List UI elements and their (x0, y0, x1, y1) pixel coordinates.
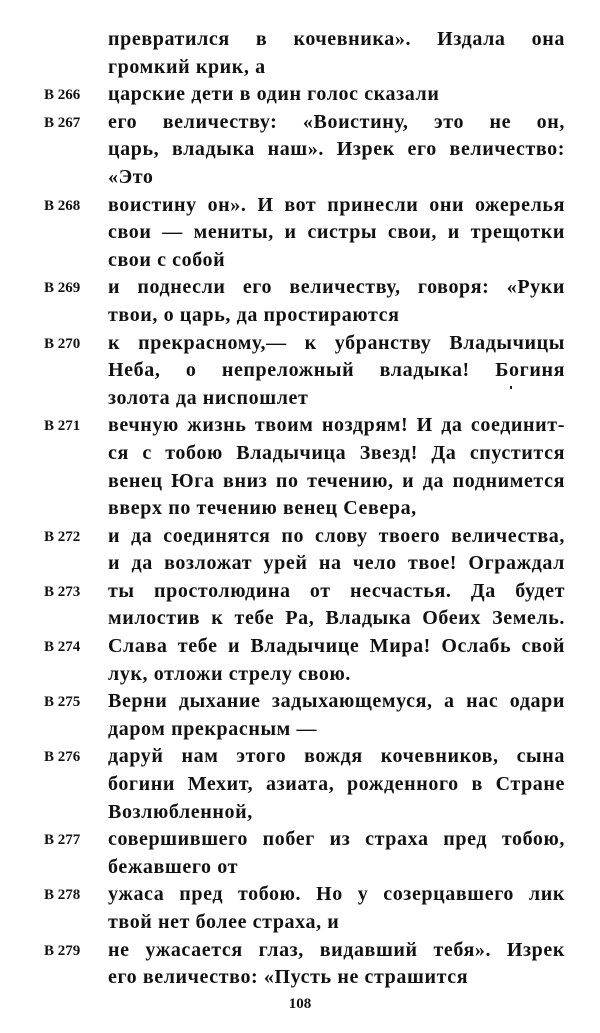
text-line (0, 192, 600, 220)
text-line (0, 54, 600, 82)
line-text: даруй нам этого вождя кочевников, сына (108, 745, 565, 768)
line-number: B 267 (44, 114, 81, 131)
line-text: царь, владыка наш». Изрек его величество: (108, 138, 565, 161)
line-text: Неба, о непреложный владыка! Богиня (108, 359, 565, 382)
line-text: «Это (108, 165, 154, 188)
text-line (0, 330, 600, 358)
line-text: Слава тебе и Владычице Мира! Ослабь свой (108, 635, 565, 658)
line-text: и поднесли его величеству, говоря: «Руки (108, 276, 565, 299)
text-line (0, 26, 600, 54)
text-line (0, 909, 600, 937)
text-line (0, 302, 600, 330)
line-text: не ужасается глаз, видавший тебя». Изрек (108, 938, 565, 961)
line-text: и да возложат урей на чело твое! Ограждал (108, 552, 565, 575)
line-text: воистину он». И вот принесли они ожерелья (108, 193, 565, 216)
line-number: B 272 (44, 528, 81, 545)
page-number: 108 (288, 996, 312, 1012)
line-text: лук, отложи стрелу свою. (108, 662, 351, 685)
text-line (0, 964, 600, 992)
text-line (0, 81, 600, 109)
line-number: B 271 (44, 418, 81, 435)
line-number: B 278 (44, 887, 81, 904)
line-text: милостив к тебе Ра, Владыка Обеих Земель. (108, 607, 565, 630)
line-text: свои с собой (108, 248, 226, 271)
text-line (0, 743, 600, 771)
text-line (0, 274, 600, 302)
text-line (0, 633, 600, 661)
print-speck (510, 386, 512, 389)
line-text: вверх по течению венец Севера, (108, 497, 417, 520)
line-text: бежавшего от (108, 855, 239, 878)
line-number: B 276 (44, 749, 81, 766)
text-line (0, 688, 600, 716)
text-line (0, 440, 600, 468)
text-line (0, 412, 600, 440)
line-number: B 275 (44, 694, 81, 711)
text-line (0, 854, 600, 882)
line-text: богини Мехит, азиата, рожденного в Стране (108, 773, 565, 796)
text-line (0, 661, 600, 689)
line-text: золота да ниспошлет (108, 386, 309, 409)
text-line (0, 164, 600, 192)
text-line (0, 799, 600, 827)
text-line (0, 136, 600, 164)
line-number: B 273 (44, 583, 81, 600)
line-text: венец Юга вниз по течению, и да поднимется (108, 469, 565, 492)
text-line (0, 219, 600, 247)
line-number: B 279 (44, 942, 81, 959)
line-text: и да соединятся по слову твоего величества, (108, 524, 565, 547)
line-text: твой нет более страха, и (108, 911, 340, 933)
line-text: свои — мениты, и систры свои, и трещотки (108, 221, 565, 244)
text-line (0, 578, 600, 606)
text-line (0, 771, 600, 799)
text-line (0, 826, 600, 854)
line-number: B 274 (44, 639, 81, 656)
line-text: ты простолюдина от несчастья. Да будет (108, 579, 565, 602)
text-lines (0, 26, 600, 992)
line-text: ся с тобою Владычица Звезд! Да спустится (108, 441, 565, 464)
line-text: громкий крик, а (108, 55, 266, 78)
text-line (0, 716, 600, 744)
text-line (0, 937, 600, 965)
line-text: его величеству: «Воистину, это не он, (108, 110, 565, 133)
text-line (0, 550, 600, 578)
line-text: к прекрасному,— к убранству Владычицы (108, 331, 565, 354)
text-line (0, 605, 600, 633)
line-number: B 268 (44, 197, 81, 214)
text-line (0, 523, 600, 551)
text-line (0, 881, 600, 909)
line-text: его величество: «Пусть не страшится (108, 966, 469, 989)
line-text: совершившего побег из страха пред тобою, (108, 828, 565, 851)
line-number: B 269 (44, 280, 81, 297)
line-text: Возлюбленной, (108, 800, 253, 823)
text-line (0, 468, 600, 496)
text-line (0, 357, 600, 385)
text-line (0, 247, 600, 275)
line-text: даром прекрасным — (108, 717, 318, 740)
line-text: Верни дыхание задыхающемуся, а нас одари (108, 690, 565, 713)
line-number: B 266 (44, 87, 81, 104)
line-number: B 270 (44, 335, 81, 352)
line-text: царские дети в один голос сказали (108, 83, 440, 106)
line-number: B 277 (44, 832, 81, 849)
line-text: превратился в кочевника». Издала она (108, 28, 565, 50)
text-line (0, 109, 600, 137)
line-text: ужаса пред тобою. Но у созерцавшего лик (108, 883, 565, 906)
text-line (0, 495, 600, 523)
line-text: твои, о царь, да простираются (108, 303, 400, 326)
line-text: вечную жизнь твоим ноздрям! И да соединит- (108, 414, 565, 437)
